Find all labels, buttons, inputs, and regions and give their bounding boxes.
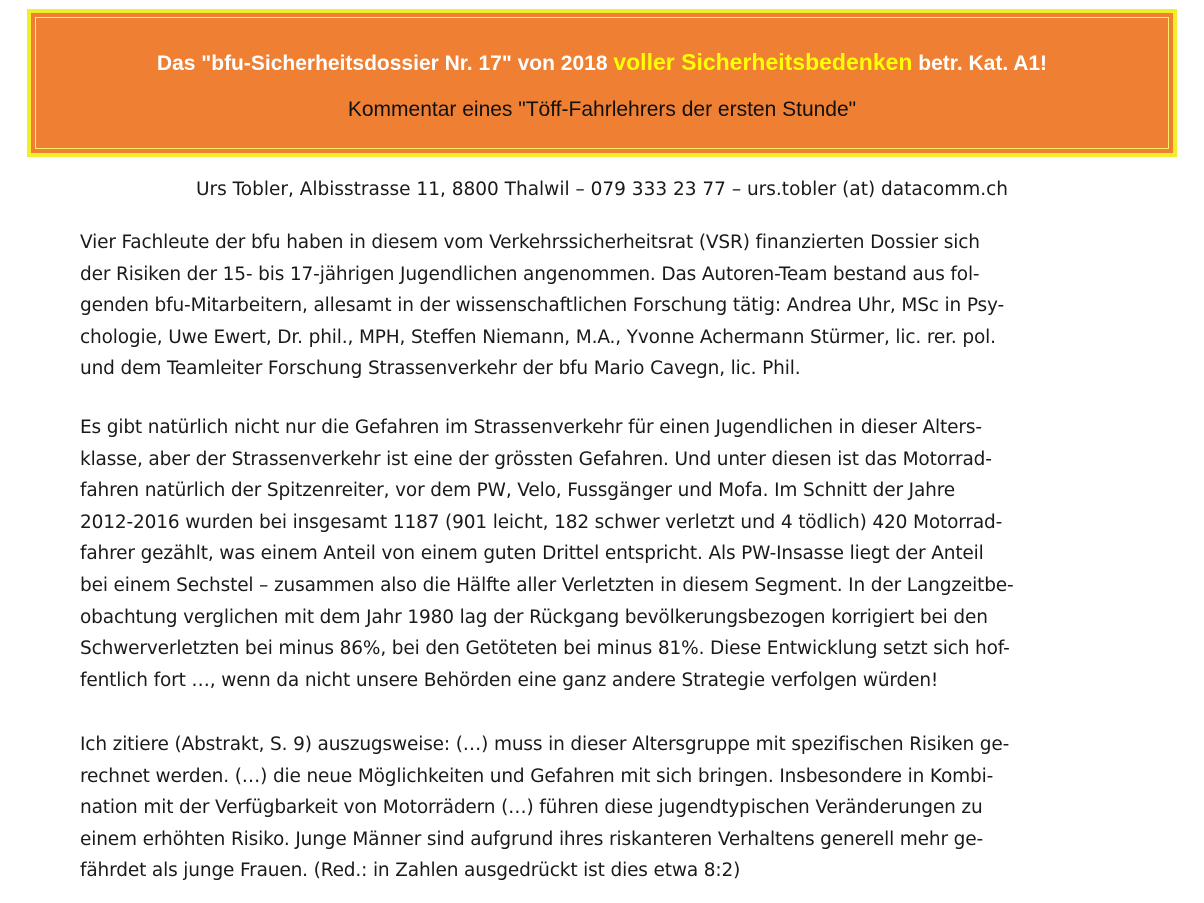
text-line: chologie, Uwe Ewert, Dr. phil., MPH, Steffen Niemann, M.A., Yvonne Achermann Stürmer, lic. rer. pol. (80, 326, 996, 348)
text-line: klasse, aber der Strassenverkehr ist eine der grössten Gefahren. Und unter diesen ist das Motorrad- (80, 448, 992, 470)
text-line: fahren natürlich der Spitzenreiter, vor dem PW, Velo, Fussgänger und Mofa. Im Schnitt der Jahre (80, 480, 956, 502)
text-line: nation mit der Verfügbarkeit von Motorrädern (…) führen diese jugendtypischen Veränderungen zu (80, 797, 983, 819)
text-line: fährdet als junge Frauen. (Red.: in Zahlen ausgedrückt ist dies etwa 8:2) (80, 860, 741, 882)
author-contact-line: Urs Tobler, Albisstrasse 11, 8800 Thalwil – 079 333 23 77 – urs.tobler (at) datacomm.ch (195, 179, 1009, 200)
text-line: fahrer gezählt, was einem Anteil von einem guten Drittel entspricht. Als PW-Insasse liegt der Anteil (80, 543, 984, 565)
paragraph-authors (80, 227, 1140, 385)
text-line: Ich zitiere (Abstrakt, S. 9) auszugsweise: (…) muss in dieser Altersgruppe mit spezifischen Risiken ge- (80, 734, 1010, 755)
text-line: fentlich fort …, wenn da nicht unsere Behörden eine ganz andere Strategie verfolgen würden! (80, 669, 939, 691)
paragraph-statistics (80, 412, 1140, 696)
text-line: Schwerverletzten bei minus 86%, bei den Getöteten bei minus 81%. Diese Entwicklung setzt sich hof- (80, 638, 1010, 660)
text-line: genden bfu-Mitarbeitern, allesamt in der wissenschaftlichen Forschung tätig: Andrea Uhr, MSc in Psy- (80, 295, 1005, 317)
text-line: rechnet werden. (…) die neue Möglichkeiten und Gefahren mit sich bringen. Insbesondere in Kombi- (80, 765, 994, 787)
text-line: Vier Fachleute der bfu haben in diesem vom Verkehrssicherheitsrat (VSR) finanzierten Dossier sich (80, 232, 980, 253)
banner-headline (31, 49, 1173, 76)
banner-headline-end: betr. Kat. A1! (912, 52, 1048, 75)
paragraph-quote (80, 729, 1140, 887)
text-line: 2012-2016 wurden bei insgesamt 1187 (901 leicht, 182 schwer verletzt und 4 tödlich) 420 Motorrad- (80, 511, 1003, 533)
banner-inner-border (35, 17, 1169, 149)
banner-headline-start: Das "bfu-Sicherheitsdossier Nr. 17" von 2018 (156, 52, 614, 75)
text-line: und dem Teamleiter Forschung Strassenverkehr der bfu Mario Cavegn, lic. Phil. (80, 358, 801, 380)
text-line: obachtung verglichen mit dem Jahr 1980 lag der Rückgang bevölkerungsbezogen korrigiert bei den (80, 606, 988, 628)
banner-headline-highlight: voller Sicherheitsbedenken (613, 49, 913, 75)
text-line: bei einem Sechstel – zusammen also die Hälfte aller Verletzten in diesem Segment. In der Langzeitbe- (80, 574, 1014, 596)
text-line: einem erhöhten Risiko. Junge Männer sind aufgrund ihres riskanteren Verhaltens generell mehr ge- (80, 828, 984, 850)
banner-subtitle: Kommentar eines "Töff-Fahrlehrers der ersten Stunde" (347, 98, 857, 121)
text-line: der Risiken der 15- bis 17-jährigen Jugendlichen angenommen. Das Autoren-Team bestand aus fol- (80, 263, 980, 285)
title-banner (27, 9, 1177, 157)
text-line: Es gibt natürlich nicht nur die Gefahren im Strassenverkehr für einen Jugendlichen in dieser Alters- (80, 417, 982, 438)
